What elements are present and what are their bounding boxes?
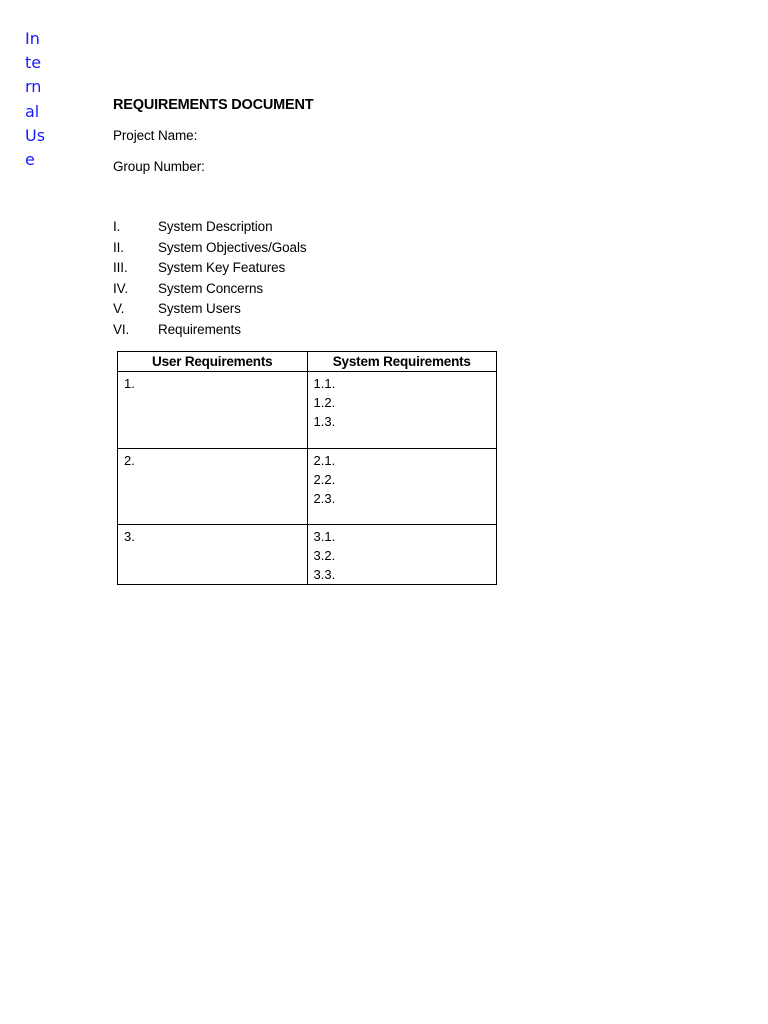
- user-requirements-header: User Requirements: [118, 352, 308, 372]
- section-item: [113, 279, 713, 300]
- section-item: [113, 299, 713, 320]
- section-title: System Description: [158, 219, 273, 234]
- section-number: IV.: [113, 280, 128, 296]
- project-name-label: Project Name:: [113, 128, 198, 143]
- document-title: REQUIREMENTS DOCUMENT: [113, 97, 314, 113]
- system-requirement-cell[interactable]: [307, 372, 497, 449]
- section-number: II.: [113, 239, 124, 255]
- system-requirements-header: System Requirements: [307, 352, 497, 372]
- watermark-line: In: [25, 29, 40, 48]
- table-row: [118, 525, 497, 585]
- system-requirement-item: 1.1.: [313, 376, 336, 391]
- section-title: System Users: [158, 301, 241, 316]
- document-body: [113, 95, 713, 340]
- section-item: [113, 258, 713, 279]
- section-number: VI.: [113, 321, 130, 337]
- section-list: [113, 217, 713, 340]
- system-requirement-item: 3.1.: [313, 529, 336, 544]
- section-item: [113, 320, 713, 341]
- section-number: III.: [113, 260, 128, 275]
- section-number: I.: [113, 219, 121, 234]
- system-requirement-item: 1.2.: [313, 395, 336, 410]
- system-requirement-item: 1.3.: [313, 414, 336, 429]
- internal-use-watermark: [25, 27, 49, 172]
- system-requirement-item: 3.3.: [313, 567, 336, 582]
- section-title: System Concerns: [158, 280, 264, 296]
- system-requirement-cell[interactable]: [307, 525, 497, 585]
- table-row: [118, 372, 497, 449]
- group-number-label: Group Number:: [113, 159, 205, 174]
- system-requirement-item: 2.1.: [313, 452, 336, 468]
- system-requirement-cell[interactable]: [307, 448, 497, 525]
- watermark-line: Us: [25, 125, 46, 145]
- watermark-line: te: [25, 53, 42, 73]
- system-requirement-item: 2.2.: [313, 471, 336, 487]
- section-title: System Objectives/Goals: [158, 239, 307, 255]
- watermark-line: e: [25, 150, 35, 170]
- section-title: System Key Features: [158, 260, 286, 275]
- watermark-line: rn: [25, 77, 42, 97]
- section-number: V.: [113, 301, 125, 316]
- user-requirement-cell[interactable]: 2.: [118, 448, 308, 525]
- section-item: [113, 217, 713, 238]
- table-row: [118, 448, 497, 525]
- table-header-row: [118, 352, 497, 372]
- section-item: [113, 238, 713, 259]
- system-requirement-item: 2.3.: [313, 490, 336, 506]
- requirements-table: [117, 351, 497, 585]
- user-requirement-cell[interactable]: 3.: [118, 525, 308, 585]
- system-requirement-item: 3.2.: [313, 548, 336, 563]
- section-title: Requirements: [158, 321, 241, 337]
- user-requirement-cell[interactable]: 1.: [118, 372, 308, 449]
- watermark-line: al: [25, 101, 40, 121]
